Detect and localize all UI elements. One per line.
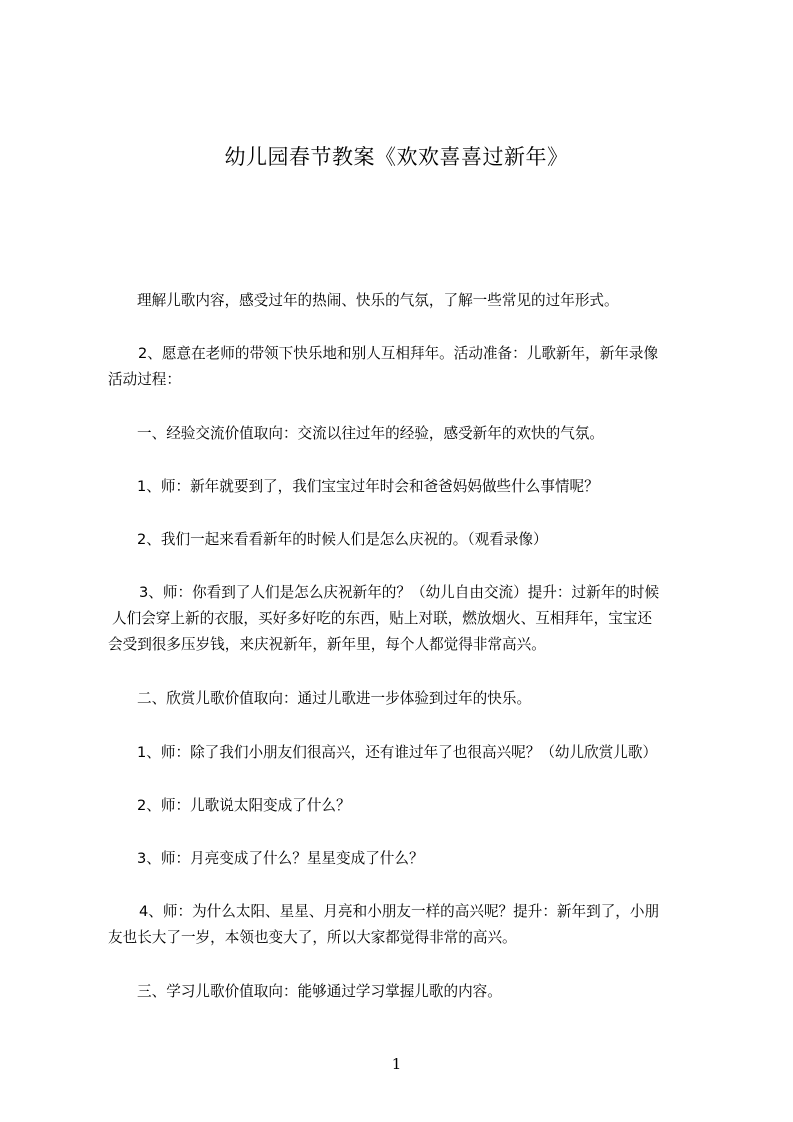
section-heading-2 [137,686,727,712]
paragraph-line: 理解儿歌内容，感受过年的热闹、快乐的气氛，了解一些常见的过年形式。 [137,292,619,309]
page-number: 1 [391,1055,402,1073]
paragraph-line: 3、师：你看到了人们是怎么庆祝新年的？（幼儿自由交流）提升：过新年的时候 [139,584,660,601]
paragraph-6 [108,580,698,658]
paragraph-9 [137,793,727,819]
paragraph-line: 二、欣赏儿歌价值取向：通过儿歌进一步体验到过年的快乐。 [137,690,532,707]
document-title: 幼儿园春节教案《欢欢喜喜过新年》 [224,145,569,169]
paragraph-5 [137,527,727,553]
paragraph-line: 活动过程： [108,371,181,388]
section-heading-3 [137,979,727,1005]
paragraph-11 [108,899,698,951]
paragraph-line: 三、学习儿歌价值取向：能够通过学习掌握儿歌的内容。 [137,983,502,1000]
paragraph-line: 2、我们一起来看看新年的时候人们是怎么庆祝的。（观看录像） [137,531,548,548]
paragraph-line: 友也长大了一岁，本领也变大了，所以大家都觉得非常的高兴。 [108,929,517,946]
paragraph-line: 2、师：儿歌说太阳变成了什么？ [137,797,351,814]
paragraph-line: 2、愿意在老师的带领下快乐地和别人互相拜年。活动准备：儿歌新年，新年录像 [138,345,659,362]
paragraph-8 [137,740,727,766]
paragraph-line: 3、师：月亮变成了什么？星星变成了什么？ [137,850,424,867]
paragraph-4 [137,474,727,500]
paragraph-line: 一、经验交流价值取向：交流以往过年的经验，感受新年的欢快的气氛。 [137,425,605,442]
paragraph-line: 1、师：除了我们小朋友们很高兴，还有谁过年了也很高兴呢？（幼儿欣赏儿歌） [137,744,658,761]
paragraph-line: 人们会穿上新的衣服，买好多好吃的东西，贴上对联，燃放烟火、互相拜年，宝宝还 [112,610,652,627]
paragraph-2 [108,341,698,393]
paragraph-line: 4、师：为什么太阳、星星、月亮和小朋友一样的高兴呢？提升：新年到了，小朋 [139,903,660,920]
section-heading-1 [137,421,727,447]
paragraph-line: 会受到很多压岁钱，来庆祝新年，新年里，每个人都觉得非常高兴。 [108,636,546,653]
paragraph-10 [137,846,727,872]
paragraph-1 [137,288,727,314]
paragraph-line: 1、师：新年就要到了，我们宝宝过年时会和爸爸妈妈做些什么事情呢？ [137,478,599,495]
